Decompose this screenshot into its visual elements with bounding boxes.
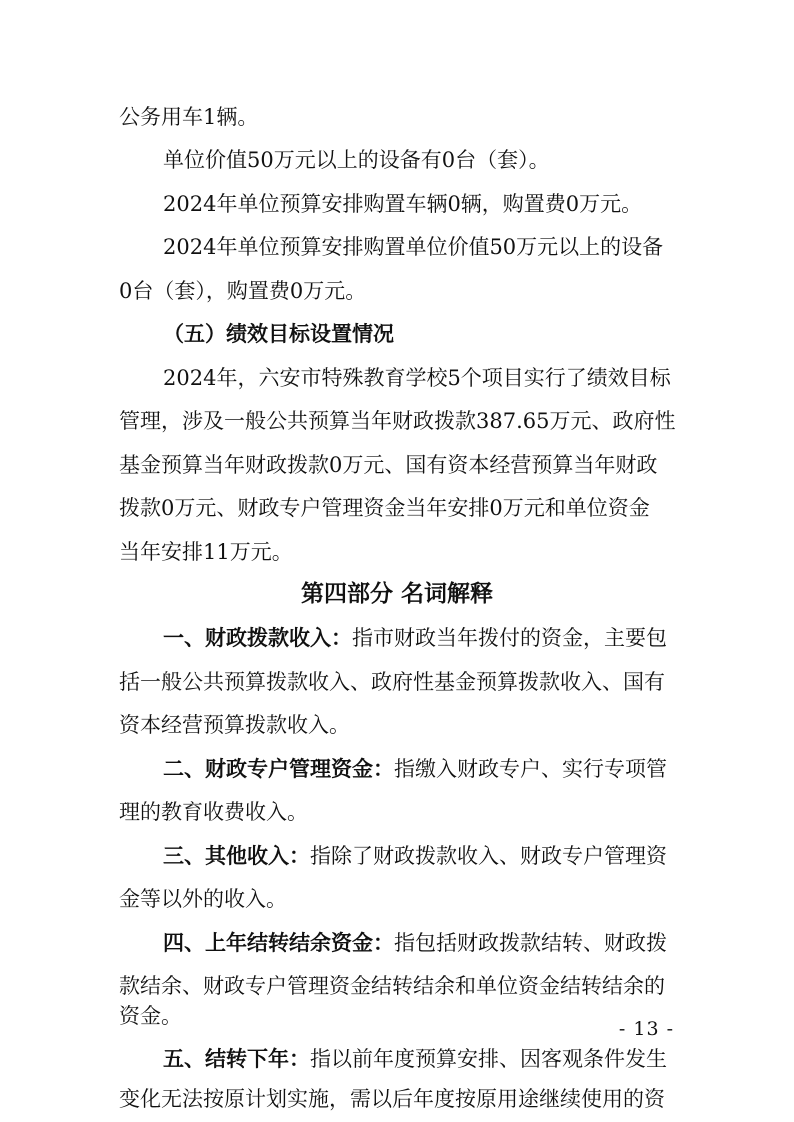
term-text: 指市财政当年拨付的资金，主要包 [352,626,667,650]
text-line: 当年安排11万元。 [119,540,293,564]
text-line: 0台（套），购置费0万元。 [119,279,367,303]
page-number: - 13 - [618,1018,674,1040]
text-line: 2024年单位预算安排购置车辆0辆，购置费0万元。 [163,192,643,216]
term-text: 指缴入财政专户、实行专项管 [394,757,667,781]
text-line: 基金预算当年财政拨款0万元、国有资本经营预算当年财政 [119,453,658,477]
section-title: 第四部分 名词解释 [300,581,493,607]
term-label: 一、财政拨款收入： [163,626,352,650]
term-text: 指包括财政拨款结转、财政拨 [394,931,667,955]
text-line: 理的教育收费收入。 [119,800,308,824]
term-line [0,624,794,652]
text-line: 资本经营预算拨款收入。 [119,713,350,737]
text-line: 款结余、财政专户管理资金结转结余和单位资金结转结余的 [119,974,665,998]
term-text: 指除了财政拨款收入、财政专户管理资 [310,844,667,868]
term-label: 四、上年结转结余资金： [163,931,394,955]
text-line: 括一般公共预算拨款收入、政府性基金预算拨款收入、国有 [119,670,665,694]
text-line: 2024年单位预算安排购置单位价值50万元以上的设备 [163,235,664,259]
term-line [0,755,794,783]
term-text: 指以前年度预算安排、因客观条件发生 [310,1047,667,1071]
text-line: 管理，涉及一般公共预算当年财政拨款387.65万元、政府性 [119,409,676,433]
term-label: 三、其他收入： [163,844,310,868]
text-line: 变化无法按原计划实施，需以后年度按原用途继续使用的资 [119,1087,665,1111]
term-line [0,842,794,870]
term-line [0,1045,794,1073]
text-line: 2024年，六安市特殊教育学校5个项目实行了绩效目标 [163,366,671,390]
term-label: 二、财政专户管理资金： [163,757,394,781]
subsection-heading: （五）绩效目标设置情况 [163,322,394,346]
term-line [0,929,794,957]
text-line: 资金。 [119,1004,182,1028]
text-line: 拨款0万元、财政专户管理资金当年安排0万元和单位资金 [119,496,650,520]
text-line: 金等以外的收入。 [119,887,287,911]
text-line: 单位价值50万元以上的设备有0台（套）。 [163,148,550,172]
text-line: 公务用车1辆。 [119,105,259,129]
term-label: 五、结转下年： [163,1047,310,1071]
